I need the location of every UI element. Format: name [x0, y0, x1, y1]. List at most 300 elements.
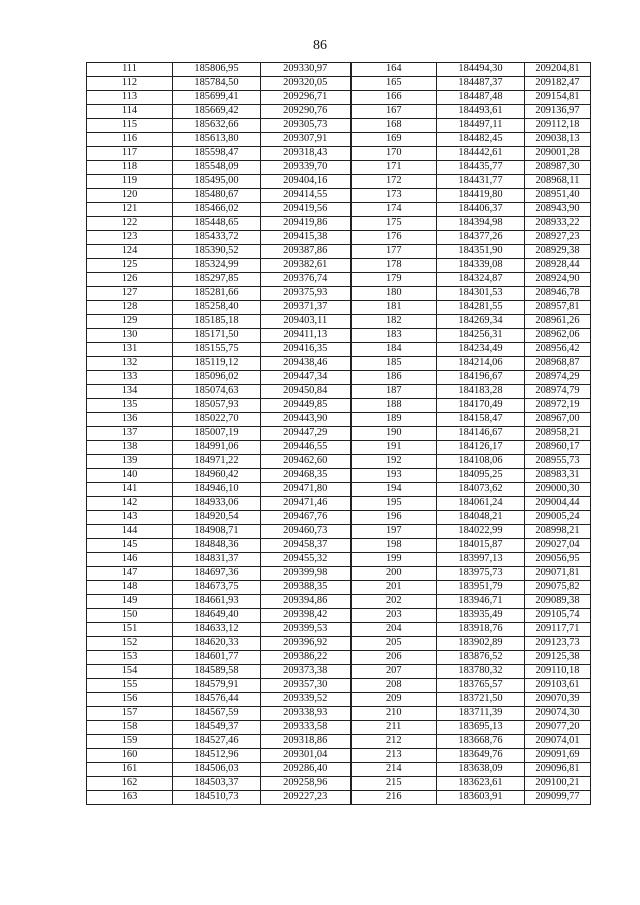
left-y-coordinate-cell: 209443,90 [261, 413, 351, 427]
left-y-coordinate-cell: 209394,86 [261, 595, 351, 609]
right-point-number-cell: 184 [351, 343, 437, 357]
left-point-number-cell: 117 [87, 147, 173, 161]
left-y-coordinate-cell: 209458,37 [261, 539, 351, 553]
left-y-coordinate-cell: 209396,92 [261, 637, 351, 651]
left-x-coordinate-cell: 184549,37 [173, 721, 261, 735]
coordinates-table [86, 62, 591, 805]
left-y-coordinate-cell: 209307,91 [261, 133, 351, 147]
right-point-number-cell: 200 [351, 567, 437, 581]
right-y-coordinate-cell: 209089,38 [525, 595, 591, 609]
right-point-number-cell: 208 [351, 679, 437, 693]
right-x-coordinate-cell: 183975,73 [437, 567, 525, 581]
left-y-coordinate-cell: 209296,71 [261, 91, 351, 105]
left-x-coordinate-cell: 184908,71 [173, 525, 261, 539]
right-x-coordinate-cell: 183623,61 [437, 777, 525, 791]
left-y-coordinate-cell: 209414,55 [261, 189, 351, 203]
left-point-number-cell: 150 [87, 609, 173, 623]
left-x-coordinate-cell: 185297,85 [173, 273, 261, 287]
left-x-coordinate-cell: 184589,58 [173, 665, 261, 679]
table-row [87, 679, 591, 693]
left-y-coordinate-cell: 209447,29 [261, 427, 351, 441]
left-point-number-cell: 140 [87, 469, 173, 483]
table-row [87, 469, 591, 483]
right-y-coordinate-cell: 208960,17 [525, 441, 591, 455]
right-x-coordinate-cell: 183997,13 [437, 553, 525, 567]
left-y-coordinate-cell: 209404,16 [261, 175, 351, 189]
right-x-coordinate-cell: 184108,06 [437, 455, 525, 469]
left-x-coordinate-cell: 184633,12 [173, 623, 261, 637]
table-row [87, 455, 591, 469]
left-point-number-cell: 132 [87, 357, 173, 371]
left-x-coordinate-cell: 184697,36 [173, 567, 261, 581]
left-x-coordinate-cell: 184512,96 [173, 749, 261, 763]
left-x-coordinate-cell: 185155,75 [173, 343, 261, 357]
right-x-coordinate-cell: 184497,11 [437, 119, 525, 133]
right-x-coordinate-cell: 184158,47 [437, 413, 525, 427]
right-x-coordinate-cell: 183951,79 [437, 581, 525, 595]
right-y-coordinate-cell: 209182,47 [525, 77, 591, 91]
right-point-number-cell: 177 [351, 245, 437, 259]
left-point-number-cell: 133 [87, 371, 173, 385]
left-y-coordinate-cell: 209373,38 [261, 665, 351, 679]
table-row [87, 791, 591, 805]
right-y-coordinate-cell: 209091,69 [525, 749, 591, 763]
table-row [87, 441, 591, 455]
left-point-number-cell: 145 [87, 539, 173, 553]
left-y-coordinate-cell: 209258,96 [261, 777, 351, 791]
left-point-number-cell: 136 [87, 413, 173, 427]
table-row [87, 161, 591, 175]
right-y-coordinate-cell: 208961,26 [525, 315, 591, 329]
left-point-number-cell: 126 [87, 273, 173, 287]
right-point-number-cell: 215 [351, 777, 437, 791]
left-x-coordinate-cell: 184960,42 [173, 469, 261, 483]
table-row [87, 91, 591, 105]
left-point-number-cell: 113 [87, 91, 173, 105]
left-point-number-cell: 124 [87, 245, 173, 259]
left-y-coordinate-cell: 209415,38 [261, 231, 351, 245]
right-point-number-cell: 175 [351, 217, 437, 231]
right-point-number-cell: 206 [351, 651, 437, 665]
table-row [87, 343, 591, 357]
right-y-coordinate-cell: 209100,21 [525, 777, 591, 791]
left-x-coordinate-cell: 185613,80 [173, 133, 261, 147]
left-y-coordinate-cell: 209305,73 [261, 119, 351, 133]
left-y-coordinate-cell: 209460,73 [261, 525, 351, 539]
left-y-coordinate-cell: 209471,80 [261, 483, 351, 497]
right-x-coordinate-cell: 184435,77 [437, 161, 525, 175]
table-row [87, 357, 591, 371]
right-point-number-cell: 188 [351, 399, 437, 413]
right-x-coordinate-cell: 184301,53 [437, 287, 525, 301]
table-row [87, 287, 591, 301]
left-y-coordinate-cell: 209438,46 [261, 357, 351, 371]
left-y-coordinate-cell: 209455,32 [261, 553, 351, 567]
table-row [87, 735, 591, 749]
table-row [87, 707, 591, 721]
left-x-coordinate-cell: 185007,19 [173, 427, 261, 441]
left-x-coordinate-cell: 184848,36 [173, 539, 261, 553]
left-point-number-cell: 130 [87, 329, 173, 343]
right-x-coordinate-cell: 184073,62 [437, 483, 525, 497]
left-x-coordinate-cell: 185669,42 [173, 105, 261, 119]
left-point-number-cell: 121 [87, 203, 173, 217]
left-x-coordinate-cell: 184620,33 [173, 637, 261, 651]
table-row [87, 175, 591, 189]
table-row [87, 567, 591, 581]
left-x-coordinate-cell: 185495,00 [173, 175, 261, 189]
right-x-coordinate-cell: 183780,32 [437, 665, 525, 679]
right-y-coordinate-cell: 208933,22 [525, 217, 591, 231]
left-y-coordinate-cell: 209399,98 [261, 567, 351, 581]
left-y-coordinate-cell: 209318,43 [261, 147, 351, 161]
left-y-coordinate-cell: 209403,11 [261, 315, 351, 329]
left-point-number-cell: 148 [87, 581, 173, 595]
left-x-coordinate-cell: 185171,50 [173, 329, 261, 343]
left-y-coordinate-cell: 209339,70 [261, 161, 351, 175]
table-row [87, 553, 591, 567]
left-point-number-cell: 131 [87, 343, 173, 357]
left-point-number-cell: 154 [87, 665, 173, 679]
left-x-coordinate-cell: 185598,47 [173, 147, 261, 161]
left-y-coordinate-cell: 209388,35 [261, 581, 351, 595]
left-y-coordinate-cell: 209375,93 [261, 287, 351, 301]
right-x-coordinate-cell: 183603,91 [437, 791, 525, 805]
right-x-coordinate-cell: 184146,67 [437, 427, 525, 441]
left-point-number-cell: 144 [87, 525, 173, 539]
right-point-number-cell: 173 [351, 189, 437, 203]
right-y-coordinate-cell: 209071,81 [525, 567, 591, 581]
right-point-number-cell: 207 [351, 665, 437, 679]
left-x-coordinate-cell: 185258,40 [173, 301, 261, 315]
right-y-coordinate-cell: 209056,95 [525, 553, 591, 567]
left-point-number-cell: 135 [87, 399, 173, 413]
left-point-number-cell: 155 [87, 679, 173, 693]
left-point-number-cell: 141 [87, 483, 173, 497]
right-point-number-cell: 165 [351, 77, 437, 91]
right-x-coordinate-cell: 184022,99 [437, 525, 525, 539]
right-point-number-cell: 191 [351, 441, 437, 455]
right-point-number-cell: 170 [351, 147, 437, 161]
left-point-number-cell: 151 [87, 623, 173, 637]
table-row [87, 329, 591, 343]
right-y-coordinate-cell: 209204,81 [525, 63, 591, 77]
left-point-number-cell: 122 [87, 217, 173, 231]
left-y-coordinate-cell: 209357,30 [261, 679, 351, 693]
left-y-coordinate-cell: 209419,86 [261, 217, 351, 231]
right-y-coordinate-cell: 208955,73 [525, 455, 591, 469]
left-x-coordinate-cell: 184920,54 [173, 511, 261, 525]
table-row [87, 133, 591, 147]
right-x-coordinate-cell: 184431,77 [437, 175, 525, 189]
table-row [87, 273, 591, 287]
left-x-coordinate-cell: 185699,41 [173, 91, 261, 105]
table-row [87, 77, 591, 91]
left-y-coordinate-cell: 209462,60 [261, 455, 351, 469]
left-y-coordinate-cell: 209416,35 [261, 343, 351, 357]
page-number: 86 [313, 38, 327, 53]
left-point-number-cell: 128 [87, 301, 173, 315]
right-x-coordinate-cell: 184269,34 [437, 315, 525, 329]
table-row [87, 399, 591, 413]
left-x-coordinate-cell: 185433,72 [173, 231, 261, 245]
left-x-coordinate-cell: 185096,02 [173, 371, 261, 385]
table-row [87, 609, 591, 623]
left-x-coordinate-cell: 184971,22 [173, 455, 261, 469]
right-point-number-cell: 211 [351, 721, 437, 735]
right-x-coordinate-cell: 184324,87 [437, 273, 525, 287]
right-point-number-cell: 198 [351, 539, 437, 553]
right-x-coordinate-cell: 184487,48 [437, 91, 525, 105]
left-x-coordinate-cell: 185119,12 [173, 357, 261, 371]
right-point-number-cell: 185 [351, 357, 437, 371]
right-point-number-cell: 166 [351, 91, 437, 105]
left-y-coordinate-cell: 209330,97 [261, 63, 351, 77]
right-y-coordinate-cell: 209103,61 [525, 679, 591, 693]
left-x-coordinate-cell: 185022,70 [173, 413, 261, 427]
left-point-number-cell: 156 [87, 693, 173, 707]
left-y-coordinate-cell: 209301,04 [261, 749, 351, 763]
right-point-number-cell: 187 [351, 385, 437, 399]
table-row [87, 637, 591, 651]
right-point-number-cell: 194 [351, 483, 437, 497]
right-y-coordinate-cell: 208987,30 [525, 161, 591, 175]
left-point-number-cell: 129 [87, 315, 173, 329]
right-y-coordinate-cell: 208958,21 [525, 427, 591, 441]
right-point-number-cell: 167 [351, 105, 437, 119]
table-row [87, 301, 591, 315]
right-y-coordinate-cell: 208957,81 [525, 301, 591, 315]
coordinates-table-body [87, 63, 591, 805]
left-point-number-cell: 147 [87, 567, 173, 581]
table-row [87, 525, 591, 539]
left-y-coordinate-cell: 209419,56 [261, 203, 351, 217]
left-y-coordinate-cell: 209468,35 [261, 469, 351, 483]
right-point-number-cell: 189 [351, 413, 437, 427]
right-y-coordinate-cell: 209110,18 [525, 665, 591, 679]
right-y-coordinate-cell: 209074,01 [525, 735, 591, 749]
left-x-coordinate-cell: 184946,10 [173, 483, 261, 497]
left-x-coordinate-cell: 185784,50 [173, 77, 261, 91]
right-y-coordinate-cell: 209075,82 [525, 581, 591, 595]
left-x-coordinate-cell: 185548,09 [173, 161, 261, 175]
right-point-number-cell: 209 [351, 693, 437, 707]
left-x-coordinate-cell: 185324,99 [173, 259, 261, 273]
right-y-coordinate-cell: 208929,38 [525, 245, 591, 259]
right-point-number-cell: 202 [351, 595, 437, 609]
right-y-coordinate-cell: 209027,04 [525, 539, 591, 553]
table-row [87, 385, 591, 399]
left-point-number-cell: 160 [87, 749, 173, 763]
right-point-number-cell: 193 [351, 469, 437, 483]
left-y-coordinate-cell: 209411,13 [261, 329, 351, 343]
right-x-coordinate-cell: 183918,76 [437, 623, 525, 637]
left-y-coordinate-cell: 209471,46 [261, 497, 351, 511]
right-y-coordinate-cell: 209105,74 [525, 609, 591, 623]
left-point-number-cell: 149 [87, 595, 173, 609]
right-point-number-cell: 178 [351, 259, 437, 273]
right-y-coordinate-cell: 209096,81 [525, 763, 591, 777]
right-y-coordinate-cell: 208972,19 [525, 399, 591, 413]
left-point-number-cell: 116 [87, 133, 173, 147]
right-y-coordinate-cell: 209125,38 [525, 651, 591, 665]
table-row [87, 63, 591, 77]
right-y-coordinate-cell: 209038,13 [525, 133, 591, 147]
table-row [87, 511, 591, 525]
left-x-coordinate-cell: 185448,65 [173, 217, 261, 231]
table-row [87, 483, 591, 497]
right-point-number-cell: 176 [351, 231, 437, 245]
right-point-number-cell: 216 [351, 791, 437, 805]
right-point-number-cell: 171 [351, 161, 437, 175]
left-x-coordinate-cell: 184661,93 [173, 595, 261, 609]
left-point-number-cell: 123 [87, 231, 173, 245]
table-row [87, 721, 591, 735]
left-x-coordinate-cell: 185057,93 [173, 399, 261, 413]
right-y-coordinate-cell: 208974,29 [525, 371, 591, 385]
left-y-coordinate-cell: 209376,74 [261, 273, 351, 287]
right-x-coordinate-cell: 184493,61 [437, 105, 525, 119]
left-x-coordinate-cell: 185390,52 [173, 245, 261, 259]
right-x-coordinate-cell: 183695,13 [437, 721, 525, 735]
right-point-number-cell: 196 [351, 511, 437, 525]
left-x-coordinate-cell: 184506,03 [173, 763, 261, 777]
table-row [87, 315, 591, 329]
left-x-coordinate-cell: 184831,37 [173, 553, 261, 567]
table-row [87, 581, 591, 595]
left-point-number-cell: 162 [87, 777, 173, 791]
right-x-coordinate-cell: 184281,55 [437, 301, 525, 315]
right-x-coordinate-cell: 183721,50 [437, 693, 525, 707]
left-y-coordinate-cell: 209227,23 [261, 791, 351, 805]
right-point-number-cell: 168 [351, 119, 437, 133]
left-point-number-cell: 112 [87, 77, 173, 91]
right-y-coordinate-cell: 208983,31 [525, 469, 591, 483]
right-y-coordinate-cell: 208967,00 [525, 413, 591, 427]
left-y-coordinate-cell: 209398,42 [261, 609, 351, 623]
left-y-coordinate-cell: 209382,61 [261, 259, 351, 273]
right-y-coordinate-cell: 208943,90 [525, 203, 591, 217]
right-y-coordinate-cell: 209099,77 [525, 791, 591, 805]
right-x-coordinate-cell: 184048,21 [437, 511, 525, 525]
table-row [87, 763, 591, 777]
table-row [87, 189, 591, 203]
left-y-coordinate-cell: 209449,85 [261, 399, 351, 413]
right-y-coordinate-cell: 208998,21 [525, 525, 591, 539]
right-point-number-cell: 205 [351, 637, 437, 651]
right-x-coordinate-cell: 184126,17 [437, 441, 525, 455]
table-row [87, 259, 591, 273]
left-x-coordinate-cell: 184579,91 [173, 679, 261, 693]
left-x-coordinate-cell: 185632,66 [173, 119, 261, 133]
left-x-coordinate-cell: 184649,40 [173, 609, 261, 623]
right-x-coordinate-cell: 184482,45 [437, 133, 525, 147]
table-row [87, 105, 591, 119]
right-y-coordinate-cell: 209070,39 [525, 693, 591, 707]
table-row [87, 497, 591, 511]
right-y-coordinate-cell: 208928,44 [525, 259, 591, 273]
left-point-number-cell: 125 [87, 259, 173, 273]
left-y-coordinate-cell: 209447,34 [261, 371, 351, 385]
table-row [87, 371, 591, 385]
right-point-number-cell: 172 [351, 175, 437, 189]
right-point-number-cell: 181 [351, 301, 437, 315]
table-row [87, 777, 591, 791]
right-y-coordinate-cell: 208946,78 [525, 287, 591, 301]
table-row [87, 693, 591, 707]
right-point-number-cell: 197 [351, 525, 437, 539]
right-point-number-cell: 186 [351, 371, 437, 385]
right-x-coordinate-cell: 183902,89 [437, 637, 525, 651]
left-point-number-cell: 158 [87, 721, 173, 735]
left-y-coordinate-cell: 209339,52 [261, 693, 351, 707]
left-x-coordinate-cell: 185466,02 [173, 203, 261, 217]
table-row [87, 427, 591, 441]
right-point-number-cell: 192 [351, 455, 437, 469]
right-point-number-cell: 180 [351, 287, 437, 301]
right-point-number-cell: 214 [351, 763, 437, 777]
left-point-number-cell: 137 [87, 427, 173, 441]
right-x-coordinate-cell: 184406,37 [437, 203, 525, 217]
left-point-number-cell: 159 [87, 735, 173, 749]
right-x-coordinate-cell: 184256,31 [437, 329, 525, 343]
left-y-coordinate-cell: 209399,53 [261, 623, 351, 637]
right-point-number-cell: 179 [351, 273, 437, 287]
right-y-coordinate-cell: 209123,73 [525, 637, 591, 651]
left-point-number-cell: 163 [87, 791, 173, 805]
left-point-number-cell: 120 [87, 189, 173, 203]
right-y-coordinate-cell: 208927,23 [525, 231, 591, 245]
left-y-coordinate-cell: 209318,86 [261, 735, 351, 749]
right-x-coordinate-cell: 184377,26 [437, 231, 525, 245]
left-point-number-cell: 146 [87, 553, 173, 567]
table-row [87, 245, 591, 259]
left-point-number-cell: 115 [87, 119, 173, 133]
left-point-number-cell: 153 [87, 651, 173, 665]
right-point-number-cell: 210 [351, 707, 437, 721]
left-point-number-cell: 134 [87, 385, 173, 399]
left-x-coordinate-cell: 184673,75 [173, 581, 261, 595]
left-point-number-cell: 142 [87, 497, 173, 511]
right-x-coordinate-cell: 184196,67 [437, 371, 525, 385]
left-point-number-cell: 127 [87, 287, 173, 301]
right-x-coordinate-cell: 184494,30 [437, 63, 525, 77]
right-y-coordinate-cell: 209112,18 [525, 119, 591, 133]
table-row [87, 539, 591, 553]
table-row [87, 623, 591, 637]
right-y-coordinate-cell: 209005,24 [525, 511, 591, 525]
right-y-coordinate-cell: 209001,28 [525, 147, 591, 161]
right-y-coordinate-cell: 209004,44 [525, 497, 591, 511]
left-x-coordinate-cell: 184503,37 [173, 777, 261, 791]
left-point-number-cell: 152 [87, 637, 173, 651]
right-x-coordinate-cell: 184170,49 [437, 399, 525, 413]
left-x-coordinate-cell: 184991,06 [173, 441, 261, 455]
left-x-coordinate-cell: 184567,59 [173, 707, 261, 721]
right-point-number-cell: 201 [351, 581, 437, 595]
left-y-coordinate-cell: 209371,37 [261, 301, 351, 315]
right-y-coordinate-cell: 208974,79 [525, 385, 591, 399]
right-y-coordinate-cell: 208956,42 [525, 343, 591, 357]
table-row [87, 665, 591, 679]
left-x-coordinate-cell: 184576,44 [173, 693, 261, 707]
left-y-coordinate-cell: 209450,84 [261, 385, 351, 399]
right-x-coordinate-cell: 184419,80 [437, 189, 525, 203]
right-x-coordinate-cell: 184061,24 [437, 497, 525, 511]
left-x-coordinate-cell: 184527,46 [173, 735, 261, 749]
left-x-coordinate-cell: 185185,18 [173, 315, 261, 329]
right-point-number-cell: 204 [351, 623, 437, 637]
